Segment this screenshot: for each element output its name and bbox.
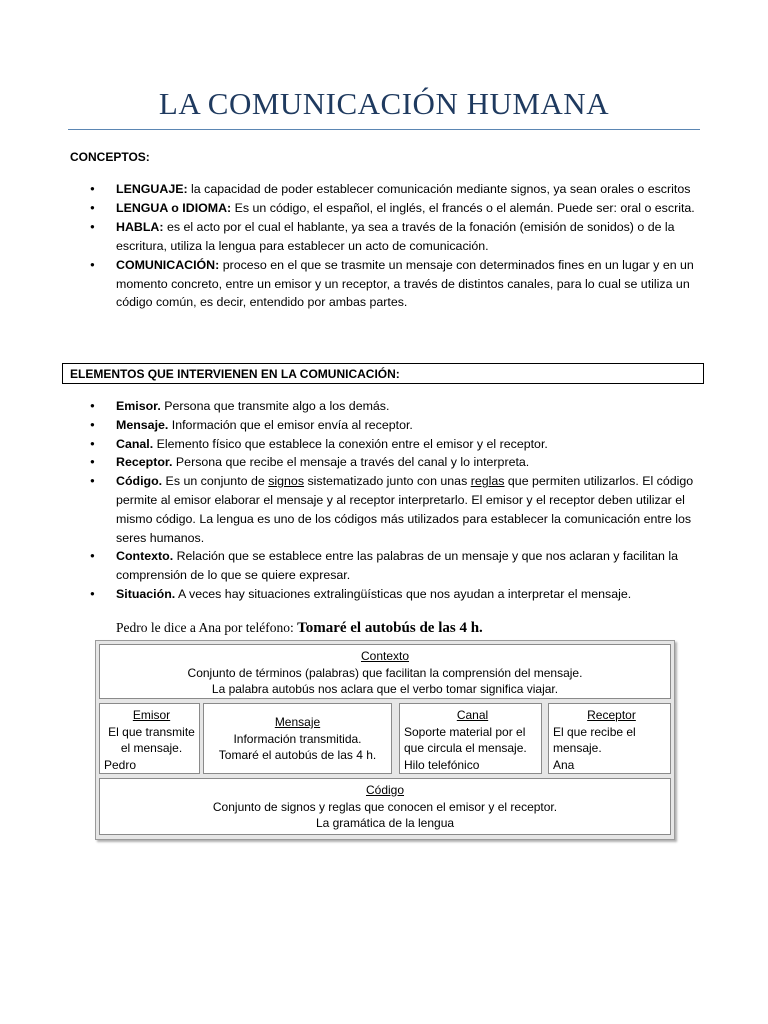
cell-heading: Canal [456,708,489,722]
communication-diagram [95,640,675,840]
list-item [90,453,700,472]
concept-text: es el acto por el cual el hablante, ya sea a través de la fonación (emisión de sonidos) o de la escritura, utiliza la lengua para establecer un acto de comunicación. [116,219,675,253]
list-item [90,218,700,256]
list-item [90,180,700,199]
page-title: LA COMUNICACIÓN HUMANA [158,86,610,121]
element-text: Persona que transmite algo a los demás. [160,399,390,413]
concept-term: LENGUA o IDIOMA: [116,200,232,215]
cell-line: Hilo telefónico [404,757,480,772]
element-term: Contexto. [116,549,174,564]
list-item [90,585,700,604]
element-text: sistematizado junto con unas [304,474,471,489]
cell-heading: Código [365,783,405,797]
underlined-word: signos [268,474,305,489]
list-item [90,397,700,416]
concept-text: Es un código, el español, el inglés, el francés o el alemán. Puede ser: oral o escrita. [231,200,695,215]
element-text: Información que el emisor envía al receptor. [168,417,413,432]
example-quote: Tomaré el autobús de las 4 h. [297,620,483,636]
element-text: Relación que se establece entre las palabras de un mensaje y que nos aclaran y facilitan la comprensión de lo que se quiere expresar. [116,549,679,583]
cell-line: que circula el mensaje. [404,741,527,755]
cell-line: Conjunto de signos y reglas que conocen el emisor y el receptor. [212,799,558,814]
example-sentence [116,620,483,637]
cell-heading: Emisor [132,708,171,722]
list-item [90,547,700,585]
concept-text: la capacidad de poder establecer comunicación mediante signos, ya sean orales o escritos [187,182,691,196]
list-item [90,256,700,312]
element-term: Código. [116,474,163,489]
elements-heading-box: ELEMENTOS QUE INTERVIENEN EN LA COMUNICACIÓN: [62,363,704,384]
list-item [90,472,700,547]
concepts-label: CONCEPTOS: [70,150,150,164]
emisor-cell [99,703,200,774]
cell-line: el mensaje. [120,741,183,755]
list-item [90,416,700,435]
element-text: Persona que recibe el mensaje a través del canal y lo interpreta. [172,455,530,470]
list-item [90,199,700,218]
example-intro: Pedro le dice a Ana por teléfono: [116,620,298,635]
cell-heading: Contexto [360,649,410,663]
cell-heading: Mensaje [274,715,321,729]
cell-line: Conjunto de términos (palabras) que facilitan la comprensión del mensaje. [187,665,583,680]
element-term: Mensaje. [116,417,169,432]
concepts-list [90,180,700,312]
element-term: Receptor. [116,455,173,470]
element-text: Elemento físico que establece la conexión entre el emisor y el receptor. [153,436,548,451]
receptor-cell [548,703,671,774]
codigo-cell [99,778,671,835]
canal-cell [399,703,542,774]
element-term: Emisor. [116,399,161,413]
cell-line: La palabra autobús nos aclara que el verbo tomar significa viajar. [211,682,559,696]
concept-term: COMUNICACIÓN: [116,257,220,272]
title-underline [68,129,700,130]
cell-heading: Receptor [587,708,636,722]
elements-list [90,397,700,604]
cell-line: Tomaré el autobús de las 4 h. [218,748,377,762]
cell-line: Información transmitida. [233,731,362,746]
cell-line: mensaje. [553,741,602,755]
cell-line: La gramática de la lengua [315,816,455,830]
mensaje-cell [203,703,392,774]
cell-line: Ana [553,757,575,772]
list-item [90,435,700,454]
element-text: que permiten utilizarlos. El código permite al emisor elaborar el mensaje y al receptor interpretarlo. El emisor y el receptor deben utilizar el mismo código. La lengua es uno de los códigos más utilizados para establecer la comunicación entre los seres humanos. [116,474,694,545]
cell-line: Soporte material por el [404,724,526,739]
cell-line: Pedro [104,757,137,772]
concept-term: LENGUAJE: [116,182,188,196]
element-text: A veces hay situaciones extralingüísticas que nos ayudan a interpretar el mensaje. [175,586,632,601]
concept-text: proceso en el que se trasmite un mensaje con determinados fines en un lugar y en un momento concreto, entre un emisor y un receptor, a través de distintos canales, para lo cual se utiliza un código común, es decir, entendido por ambas partes. [116,257,694,310]
underlined-word: reglas [470,474,505,489]
element-text: Es un conjunto de [162,474,269,489]
element-term: Canal. [116,436,154,451]
cell-line: El que recibe el [553,724,636,739]
element-term: Situación. [116,586,176,601]
cell-line: El que transmite [108,724,195,739]
concept-term: HABLA: [116,219,164,234]
contexto-cell [99,644,671,699]
